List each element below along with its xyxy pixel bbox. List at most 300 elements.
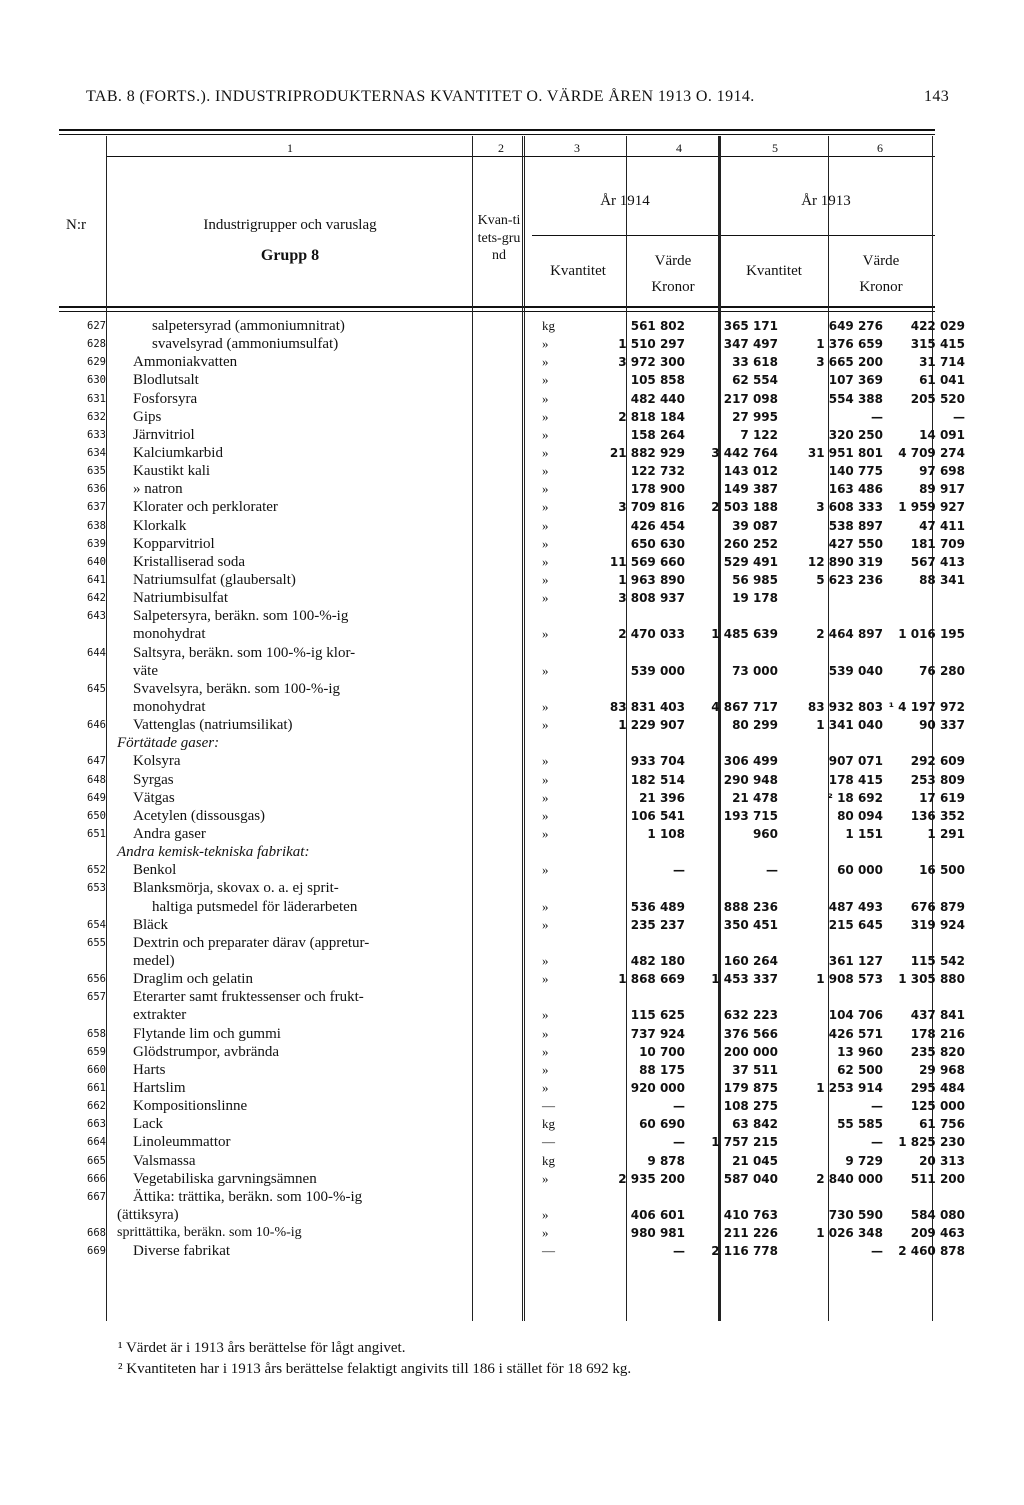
quantity-1914: [592, 734, 687, 752]
row-number: [59, 843, 115, 861]
header-varde-1914: Värde: [654, 253, 692, 269]
quantity-1914: 2 935 200: [618, 1171, 685, 1186]
value-1914: 108 275: [723, 1099, 778, 1114]
value-1914: 211 226: [723, 1226, 778, 1241]
value-1914: 149 387: [723, 482, 778, 497]
row-number: 667: [87, 1190, 106, 1203]
table-row: [59, 498, 967, 516]
quantity-1914: 1 229 907: [618, 718, 685, 733]
quantity-basis: »: [542, 952, 549, 968]
table-row: [59, 1097, 967, 1115]
data-table-body: [59, 317, 967, 1260]
value-1914: 376 566: [723, 1026, 778, 1041]
item-name: Ammoniakvatten: [133, 354, 238, 371]
header-bottom-rule: [59, 306, 935, 308]
item-name: Kristalliserad soda: [133, 553, 246, 570]
quantity-basis: »: [542, 445, 549, 461]
item-name: Blanksmörja, skovax o. a. ej sprit-: [133, 880, 339, 897]
quantity-basis: »: [542, 372, 549, 388]
value-1913: —: [953, 409, 965, 424]
page-header: [86, 88, 950, 106]
quantity-basis: »: [542, 1206, 549, 1222]
value-1913: 136 352: [910, 808, 965, 823]
value-1914: 73 000: [732, 663, 778, 678]
table-row: [59, 426, 967, 444]
value-1914: 160 264: [723, 953, 778, 968]
value-1914: [687, 1188, 780, 1206]
quantity-1913: 426 571: [828, 1026, 883, 1041]
quantity-1913: 3 608 333: [816, 500, 883, 515]
quantity-1914: 920 000: [630, 1080, 685, 1095]
item-name: Diverse fabrikat: [133, 1243, 231, 1260]
table-row: [59, 752, 967, 770]
table-row: [59, 1151, 967, 1169]
quantity-1913: [780, 988, 885, 1006]
table-row: [59, 1006, 967, 1024]
table-row: [59, 553, 967, 571]
value-1914: 80 299: [732, 718, 778, 733]
item-name: Glödstrumpor, avbrända: [133, 1043, 280, 1060]
item-name: Kopparvitriol: [133, 535, 215, 552]
quantity-1913: 3 665 200: [816, 355, 883, 370]
row-number: 630: [87, 374, 106, 387]
value-1914: [687, 680, 780, 698]
value-1914: 179 875: [723, 1080, 778, 1095]
table-row: [59, 371, 967, 389]
table-row: [59, 662, 967, 680]
table-row: [59, 916, 967, 934]
row-number: 635: [87, 465, 106, 478]
table-row: [59, 480, 967, 498]
value-1913: 47 411: [919, 518, 965, 533]
value-1913: 61 756: [919, 1117, 965, 1132]
table-row: [59, 807, 967, 825]
value-1914: 21 045: [732, 1153, 778, 1168]
value-1914: [687, 934, 780, 952]
header-group: Grupp 8: [260, 247, 320, 264]
quantity-basis: [518, 607, 592, 625]
table-row: [59, 879, 967, 897]
table-row: [59, 734, 967, 752]
value-1914: 4 867 717: [711, 700, 778, 715]
quantity-basis: [518, 934, 592, 952]
value-1914: 632 223: [723, 1008, 778, 1023]
value-1914: [687, 734, 780, 752]
row-number: 633: [87, 428, 106, 441]
value-1914: 21 478: [732, 790, 778, 805]
table-row: [59, 1133, 967, 1151]
item-name: Kolsyra: [133, 753, 181, 770]
value-1913: [885, 644, 967, 662]
header-kvantitet-1913: Kvantitet: [746, 263, 802, 279]
quantity-1913: 83 932 803: [807, 700, 883, 715]
row-number: 666: [87, 1172, 106, 1185]
quantity-1914: 60 690: [639, 1117, 685, 1132]
quantity-1914: [592, 1188, 687, 1206]
item-name: Bläck: [133, 916, 168, 933]
item-name: sprittättika, beräkn. som 10-%-ig: [117, 1225, 302, 1241]
item-name: Hartslim: [133, 1079, 186, 1096]
table-row: [59, 462, 967, 480]
quantity-1913: 107 369: [828, 373, 883, 388]
item-name: Vattenglas (natriumsilikat): [133, 717, 293, 734]
item-name: Blodlutsalt: [133, 372, 199, 389]
quantity-1914: 235 237: [630, 917, 685, 932]
value-1914: 63 842: [732, 1117, 778, 1132]
row-number: 663: [87, 1118, 106, 1131]
value-1914: 7 122: [740, 427, 778, 442]
quantity-1913: 907 071: [828, 754, 883, 769]
quantity-basis: »: [542, 553, 549, 569]
quantity-1914: 122 732: [630, 464, 685, 479]
quantity-1914: 1 868 669: [618, 972, 685, 987]
quantity-1913: 1 026 348: [816, 1226, 883, 1241]
item-name: Vegetabiliska garvningsämnen: [133, 1170, 317, 1187]
quantity-basis: »: [542, 862, 549, 878]
item-name: Salpetersyra, beräkn. som 100-%-ig: [133, 608, 349, 625]
quantity-basis: »: [542, 1079, 549, 1095]
quantity-basis: »: [542, 354, 549, 370]
header-nr: N:r: [66, 217, 86, 233]
value-1913: [885, 734, 967, 752]
table-row: [59, 934, 967, 952]
table-row: [59, 861, 967, 879]
table-row: [59, 843, 967, 861]
table-row: [59, 1061, 967, 1079]
row-number: 632: [87, 410, 106, 423]
quantity-1913: —: [871, 1244, 883, 1259]
table-row: [59, 535, 967, 553]
quantity-basis: »: [542, 390, 549, 406]
row-number: 634: [87, 447, 106, 460]
table-row: [59, 1043, 967, 1061]
quantity-1914: 737 924: [630, 1026, 685, 1041]
value-1913: 115 542: [910, 953, 965, 968]
table-row: [59, 771, 967, 789]
row-number: 647: [87, 755, 106, 768]
item-name: svavelsyrad (ammoniumsulfat): [152, 336, 339, 353]
item-name: Benkol: [133, 862, 177, 879]
value-1914: 33 618: [732, 355, 778, 370]
quantity-1913: 140 775: [828, 464, 883, 479]
value-1913: 292 609: [910, 754, 965, 769]
quantity-1914: 2 818 184: [618, 409, 685, 424]
quantity-1914: [592, 934, 687, 952]
colnum-2: 2: [498, 141, 504, 155]
table-row: [59, 408, 967, 426]
value-1914: 290 948: [723, 772, 778, 787]
quantity-1913: 55 585: [837, 1117, 883, 1132]
value-1914: 2 116 778: [711, 1244, 778, 1259]
table-row: [59, 644, 967, 662]
row-number: [59, 698, 115, 716]
quantity-1914: 3 709 816: [618, 500, 685, 515]
quantity-1914: 539 000: [630, 663, 685, 678]
value-1913: 17 619: [919, 790, 965, 805]
table-row: [59, 970, 967, 988]
quantity-1914: [592, 843, 687, 861]
row-number: 660: [87, 1063, 106, 1076]
value-1913: 90 337: [919, 718, 965, 733]
footnote-1: ¹ Värdet är i 1913 års berättelse för lågt angivet.: [118, 1340, 406, 1356]
item-name: Valsmassa: [133, 1152, 196, 1169]
quantity-1914: 11 569 660: [609, 554, 685, 569]
quantity-1914: 1 108: [647, 827, 685, 841]
quantity-1914: 115 625: [630, 1008, 685, 1023]
quantity-1914: —: [673, 1135, 685, 1150]
quantity-1913: 649 276: [828, 319, 883, 334]
quantity-1913: —: [871, 1099, 883, 1114]
quantity-1913: 361 127: [828, 953, 883, 968]
value-1914: 587 040: [723, 1171, 778, 1186]
quantity-1913: 2 464 897: [816, 627, 883, 642]
quantity-1914: 9 878: [647, 1153, 685, 1168]
row-number: 648: [87, 773, 106, 786]
quantity-basis: »: [542, 572, 549, 588]
header-kronor-1913: Kronor: [859, 279, 903, 295]
table-row: [59, 988, 967, 1006]
item-name: medel): [133, 952, 175, 969]
quantity-basis: »: [542, 1043, 549, 1059]
value-1913: 1 291: [927, 827, 965, 841]
value-1913: 89 917: [919, 482, 965, 497]
header-basis: Kvan-titets-grund: [477, 213, 521, 263]
table-row: [59, 1079, 967, 1097]
quantity-1914: 21 396: [639, 790, 685, 805]
quantity-1914: 406 601: [630, 1207, 685, 1222]
value-1913: 315 415: [910, 337, 965, 352]
quantity-1914: 105 858: [630, 373, 685, 388]
table-row: [59, 1224, 967, 1242]
row-number: 662: [87, 1100, 106, 1113]
item-name: salpetersyrad (ammoniumnitrat): [152, 318, 345, 335]
item-name: Syrgas: [133, 771, 174, 788]
quantity-basis: »: [542, 699, 549, 715]
quantity-basis: kg: [542, 1116, 555, 1132]
quantity-1913: 215 645: [828, 917, 883, 932]
item-name: Acetylen (dissousgas): [133, 807, 266, 824]
value-1913: ¹ 4 197 972: [888, 700, 965, 715]
value-1914: 27 995: [732, 409, 778, 424]
item-name: Ättika: trättika, beräkn. som 100-%-ig: [133, 1188, 363, 1205]
value-1913: 319 924: [910, 917, 965, 932]
table-row: [59, 625, 967, 643]
quantity-basis: »: [542, 1007, 549, 1023]
item-name: Klorkalk: [133, 517, 187, 534]
row-number: 629: [87, 356, 106, 369]
item-name: extrakter: [133, 1007, 187, 1024]
item-name: väte: [133, 662, 158, 679]
colnum-rule: [106, 156, 935, 157]
value-1914: 37 511: [732, 1062, 778, 1077]
row-number: 658: [87, 1027, 106, 1040]
item-name: Flytande lim och gummi: [133, 1025, 281, 1042]
row-number: 659: [87, 1045, 106, 1058]
value-1913: [885, 934, 967, 952]
quantity-basis: »: [542, 499, 549, 515]
value-1914: 3 442 764: [711, 446, 778, 461]
value-1913: 205 520: [910, 391, 965, 406]
row-number: [59, 1006, 115, 1024]
quantity-basis: »: [542, 408, 549, 424]
quantity-1913: 80 094: [837, 808, 883, 823]
quantity-1913: 1 908 573: [816, 972, 883, 987]
item-name: Lack: [133, 1116, 163, 1133]
quantity-1914: —: [673, 1244, 685, 1259]
value-1914: [687, 988, 780, 1006]
row-number: 644: [87, 646, 106, 659]
header-year-1914: År 1914: [600, 193, 650, 209]
row-number: 627: [87, 320, 106, 333]
quantity-1913: [780, 734, 885, 752]
quantity-1913: 1 341 040: [816, 718, 883, 733]
table-row: [59, 1242, 967, 1260]
row-number: 653: [87, 882, 106, 895]
quantity-1914: 426 454: [630, 518, 685, 533]
colnum-4: 4: [676, 141, 682, 155]
row-number: 628: [87, 338, 106, 351]
colnum-3: 3: [574, 141, 580, 155]
value-1913: [885, 988, 967, 1006]
row-number: [59, 952, 115, 970]
value-1914: 410 763: [723, 1207, 778, 1222]
quantity-1914: [592, 988, 687, 1006]
quantity-1914: 536 489: [630, 899, 685, 914]
quantity-basis: »: [542, 662, 549, 678]
quantity-basis: »: [542, 771, 549, 787]
quantity-basis: [518, 734, 592, 752]
row-number: 637: [87, 501, 106, 514]
value-1914: 1 757 215: [711, 1135, 778, 1150]
value-1914: 56 985: [732, 573, 778, 588]
header-kvantitet-1914: Kvantitet: [550, 263, 606, 279]
value-1913: 1 305 880: [898, 972, 965, 987]
row-number: 636: [87, 483, 106, 496]
row-number: [59, 898, 115, 916]
data-table: [59, 317, 967, 1260]
quantity-basis: »: [542, 481, 549, 497]
item-name: Klorater och perklorater: [133, 499, 278, 516]
value-1913: 437 841: [910, 1008, 965, 1023]
quantity-1913: ² 18 692: [827, 790, 883, 805]
value-1913: 567 413: [910, 554, 965, 569]
table-row: [59, 444, 967, 462]
value-1914: 1 485 639: [711, 627, 778, 642]
quantity-basis: —: [542, 1098, 555, 1114]
quantity-1914: 83 831 403: [609, 700, 685, 715]
row-number: 631: [87, 392, 106, 405]
quantity-1913: 730 590: [828, 1207, 883, 1222]
table-row: [59, 571, 967, 589]
table-row: [59, 1206, 967, 1224]
quantity-1914: 1 510 297: [618, 337, 685, 352]
quantity-1914: 3 972 300: [618, 355, 685, 370]
value-1913: [885, 589, 967, 607]
quantity-1913: —: [871, 1135, 883, 1150]
quantity-1914: 482 440: [630, 391, 685, 406]
item-name: Draglim och gelatin: [133, 971, 253, 988]
quantity-basis: »: [542, 826, 549, 841]
quantity-basis: »: [542, 590, 549, 606]
value-1913: 584 080: [910, 1207, 965, 1222]
value-1914: 19 178: [732, 591, 778, 606]
quantity-basis: »: [542, 535, 549, 551]
quantity-1913: 9 729: [845, 1153, 883, 1168]
table-row: [59, 517, 967, 535]
quantity-basis: »: [542, 1170, 549, 1186]
item-name: Dextrin och preparater därav (appretur-: [133, 934, 370, 951]
quantity-1914: 2 470 033: [618, 627, 685, 642]
colnum-5: 5: [772, 141, 778, 155]
row-number: [59, 625, 115, 643]
quantity-1913: 12 890 319: [807, 554, 883, 569]
value-1913: 511 200: [910, 1171, 965, 1186]
quantity-1914: 933 704: [630, 754, 685, 769]
quantity-basis: »: [542, 1025, 549, 1041]
quantity-1914: 561 802: [630, 319, 685, 334]
quantity-1914: [592, 680, 687, 698]
item-name: Kalciumkarbid: [133, 445, 223, 462]
item-name: Vätgas: [133, 789, 175, 806]
row-number: 654: [87, 918, 106, 931]
row-number: 652: [87, 864, 106, 877]
quantity-basis: »: [542, 916, 549, 932]
quantity-basis: kg: [542, 1152, 555, 1168]
row-number: 661: [87, 1081, 106, 1094]
colnum-6: 6: [877, 141, 883, 155]
quantity-1913: [780, 680, 885, 698]
item-name: Svavelsyra, beräkn. som 100-%-ig: [133, 680, 341, 697]
value-1914: 1 453 337: [711, 972, 778, 987]
value-1913: 16 500: [919, 863, 965, 878]
item-name: » natron: [133, 481, 183, 498]
value-1914: [687, 607, 780, 625]
quantity-basis: »: [542, 753, 549, 769]
item-name: monohydrat: [133, 699, 206, 716]
table-row: [59, 353, 967, 371]
quantity-basis: »: [542, 717, 549, 733]
value-1913: [885, 607, 967, 625]
quantity-1913: 62 500: [837, 1062, 883, 1077]
quantity-1913: 554 388: [828, 391, 883, 406]
quantity-1913: [780, 934, 885, 952]
table-row: [59, 390, 967, 408]
quantity-1913: 60 000: [837, 863, 883, 878]
value-1913: 178 216: [910, 1026, 965, 1041]
table-row: [59, 898, 967, 916]
value-1913: 61 041: [919, 373, 965, 388]
quantity-basis: »: [542, 789, 549, 805]
quantity-basis: »: [542, 898, 549, 914]
row-number: 664: [87, 1136, 106, 1149]
table-row: [59, 698, 967, 716]
quantity-basis: »: [542, 626, 549, 642]
item-name: Natriumbisulfat: [133, 590, 228, 607]
value-1914: 260 252: [723, 536, 778, 551]
row-number: 656: [87, 973, 106, 986]
row-number: 669: [87, 1245, 106, 1258]
quantity-1914: 980 981: [630, 1226, 685, 1241]
item-name: Andra gaser: [133, 826, 206, 842]
value-1913: 235 820: [910, 1044, 965, 1059]
row-number: [59, 1206, 115, 1224]
value-1914: 2 503 188: [711, 500, 778, 515]
quantity-basis: [518, 843, 592, 861]
quantity-basis: »: [542, 971, 549, 987]
quantity-basis: »: [542, 336, 549, 352]
item-name: haltiga putsmedel för läderarbeten: [152, 898, 358, 915]
quantity-1914: 10 700: [639, 1044, 685, 1059]
